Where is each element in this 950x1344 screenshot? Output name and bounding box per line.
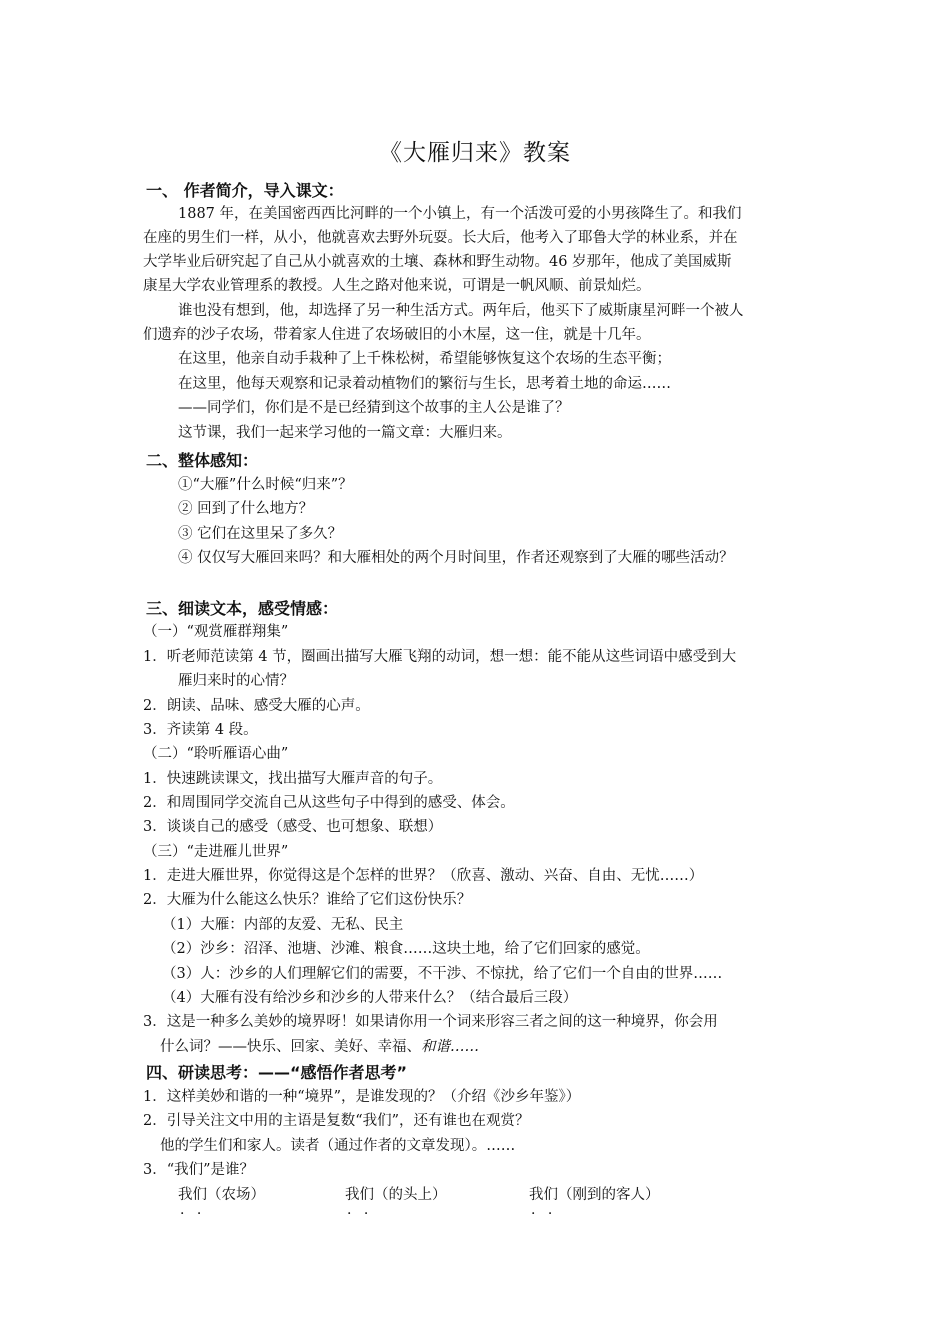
section2-heading: 二、整体感知： [146,451,259,470]
section1-heading: 一、 作者简介，导入课文： [146,181,344,200]
section3-heading: 三、细读文本，感受情感： [146,599,339,618]
women-note: （农场） [207,1187,265,1203]
question-line: ② 回到了什么地方？ [178,501,314,517]
women-note: （刚到的客人） [558,1187,660,1203]
list-item: 3．谈谈自己的感受（感受、也可想象、联想） [143,819,443,835]
dotted-word: 我们 · · [345,1187,374,1203]
list-item: 2．和周围同学交流自己从这些句子中得到的感受、体会。 [143,795,515,811]
paragraph-line: 在这里，他亲自动手栽种了上千株松树，希望能够恢复这个农场的生态平衡； [178,351,671,367]
dotted-word: 我们 · · [529,1187,558,1203]
paragraph-line: 康星大学农业管理系的教授。人生之路对他来说，可谓是一帆风顺、前景灿烂。 [143,278,651,294]
question-line: ①“大雁”什么时候“归来”？ [178,477,353,493]
paragraph-line: 这节课，我们一起来学习他的一篇文章：大雁归来。 [178,425,512,441]
list-item: 1．快速跳读课文，找出描写大雁声音的句子。 [143,771,443,787]
paragraph-line: ——同学们，你们是不是已经猜到这个故事的主人公是谁了？ [178,400,570,416]
list-item-continuation: 雁归来时的心情？ [178,673,294,689]
list-item-continuation [160,1035,860,1059]
dotted-word: 我们 · · [178,1187,207,1203]
sub-list-item: （1）大雁：内部的友爱、无私、民主 [162,917,404,933]
list-item-continuation: 他的学生们和家人。读者（通过作者的文章发现）。…… [160,1138,516,1154]
paragraph-line: 在座的男生们一样，从小，他就喜欢去野外玩耍。长大后，他考入了耶鲁大学的林业系，并在 [143,230,738,246]
answer-text: 什么词？——快乐、回家、美好、幸福、 [160,1039,421,1055]
question-line: ④ 仅仅写大雁回来吗？和大雁相处的两个月时间里，作者还观察到了大雁的哪些活动？ [178,550,734,566]
list-item: 2．朗读、品味、感受大雁的心声。 [143,698,370,714]
list-item: 1．走进大雁世界，你觉得这是个怎样的世界？（欣喜、激动、兴奋、自由、无忧……） [143,868,704,884]
paragraph-line: 谁也没有想到，他，却选择了另一种生活方式。两年后，他买下了威斯康星河畔一个被人 [178,303,744,319]
paragraph-line: 1887 年，在美国密西西比河畔的一个小镇上，有一个活泼可爱的小男孩降生了。和我们 [178,206,742,222]
list-item: 3．这是一种多么美妙的境界呀！如果请你用一个词来形容三者之间的这一种境界，你会用 [143,1014,718,1030]
list-item: 1．听老师范读第 4 节，圈画出描写大雁飞翔的动词，想一想：能不能从这些词语中感受到大 [143,649,737,665]
document-title: 《大雁归来》教案 [379,140,571,166]
list-item: 2．引导关注文中用的主语是复数“我们”，还有谁也在观赏？ [143,1113,530,1129]
women-example-3 [529,1183,950,1207]
subsection-title: （三）“走进雁儿世界” [143,844,289,860]
answer-emphasis: 和谐…… [421,1039,479,1055]
list-item: 3．“我们”是谁？ [143,1162,255,1178]
list-item: 2．大雁为什么能这么快乐？谁给了它们这份快乐？ [143,892,472,908]
list-item: 3．齐读第 4 段。 [143,722,258,738]
women-note: （的头上） [374,1187,447,1203]
sub-list-item: （4）大雁有没有给沙乡和沙乡的人带来什么？（结合最后三段） [162,990,578,1006]
section4-heading: 四、研读思考：——“感悟作者思考” [146,1063,408,1082]
paragraph-line: 在这里，他每天观察和记录着动植物们的繁衍与生长，思考着土地的命运…… [178,376,671,392]
sub-list-item: （2）沙乡：沼泽、池塘、沙滩、粮食……这块土地，给了它们回家的感觉。 [162,941,650,957]
list-item: 1．这样美妙和谐的一种“境界”，是谁发现的？（介绍《沙乡年鉴》） [143,1089,581,1105]
subsection-title: （二）“聆听雁语心曲” [143,746,289,762]
subsection-title: （一）“观赏雁群翔集” [143,624,289,640]
paragraph-line: 们遗弃的沙子农场，带着家人住进了农场破旧的小木屋，这一住，就是十几年。 [143,327,651,343]
paragraph-line: 大学毕业后研究起了自己从小就喜欢的土壤、森林和野生动物。46 岁那年，他成了美国威斯 [143,254,732,270]
sub-list-item: （3）人：沙乡的人们理解它们的需要，不干涉、不惊扰，给了它们一个自由的世界…… [162,966,723,982]
question-line: ③ 它们在这里呆了多久？ [178,526,343,542]
